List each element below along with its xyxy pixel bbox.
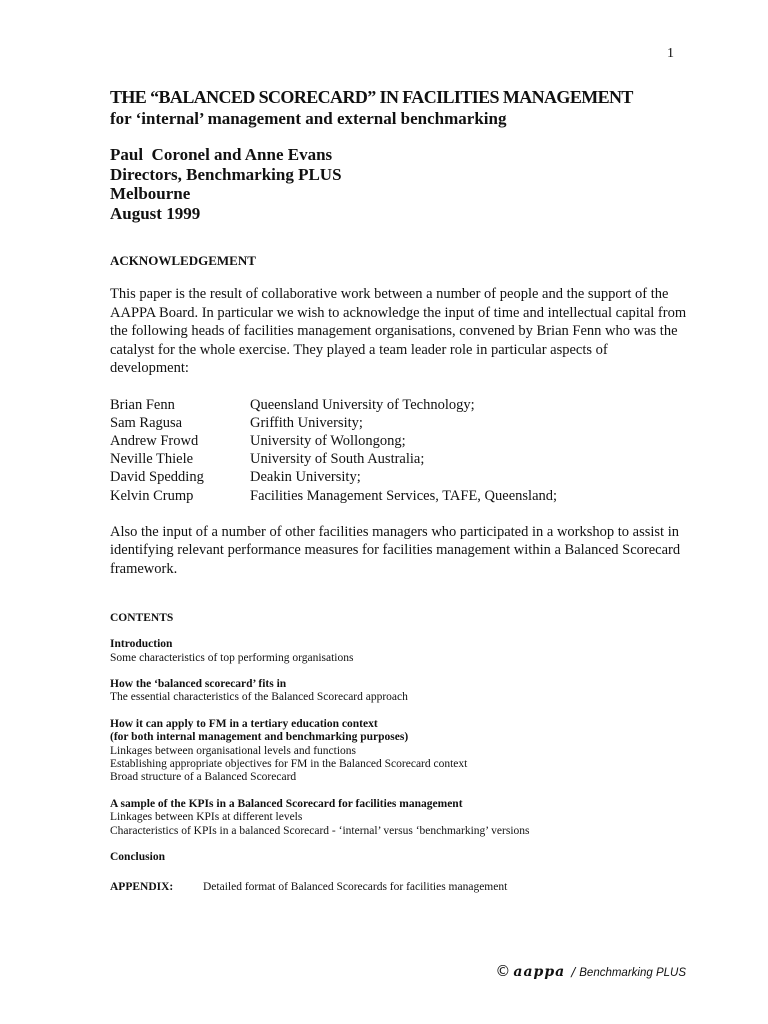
head-name: Neville Thiele [110, 451, 194, 468]
author-block [110, 145, 690, 223]
toc-appendix [110, 880, 690, 894]
footer-separator: / [571, 965, 576, 979]
heads-row [110, 468, 690, 486]
head-org: University of Wollongong; [250, 432, 406, 449]
head-org: Deakin University; [250, 469, 361, 486]
head-name: David Spedding [110, 469, 204, 486]
document-subtitle: for ‘internal’ management and external benchmarking [110, 109, 507, 128]
heads-list [110, 396, 690, 505]
head-name: Kelvin Crump [110, 487, 194, 504]
head-org: Facilities Management Services, TAFE, Queensland; [250, 487, 558, 504]
heads-row [110, 396, 690, 414]
toc-section-title: Conclusion [110, 851, 165, 864]
head-name: Brian Fenn [110, 396, 175, 413]
toc-section-title: Introduction [110, 638, 173, 651]
toc-item: Characteristics of KPIs in a balanced Scorecard - ‘internal’ versus ‘benchmarking’ versions [110, 824, 530, 837]
copyright-icon: © [495, 962, 511, 980]
toc-item: Linkages between KPIs at different levels [110, 811, 303, 824]
author-role: Directors, Benchmarking PLUS [110, 164, 342, 184]
page-footer [495, 962, 686, 980]
page-number: 1 [667, 46, 674, 61]
toc-section-subtitle: (for both internal management and benchmarking purposes) [110, 731, 409, 744]
toc-item: Linkages between organisational levels and functions [110, 744, 357, 757]
acknowledgement-heading: ACKNOWLEDGEMENT [110, 253, 256, 268]
head-name: Andrew Frowd [110, 432, 199, 449]
author-location: Melbourne [110, 184, 191, 203]
head-name: Sam Ragusa [110, 414, 183, 431]
footer-brand: aappa [513, 964, 566, 980]
toc-section-title: How the ‘balanced scorecard’ fits in [110, 678, 287, 691]
toc-section-title: A sample of the KPIs in a Balanced Scorecard for facilities management [110, 797, 463, 810]
head-org: University of South Australia; [250, 451, 425, 468]
heads-row [110, 487, 690, 505]
appendix-label: APPENDIX: [110, 880, 174, 893]
acknowledgement-intro: This paper is the result of collaborative work between a number of people and the support of the AAPPA Board. In particular we wish to acknowledge the input of time and intellectual capital from the following heads of facilities management organisations, convened by Brian Fenn who was the catalyst for the whole exercise. They played a team leader role in particular aspects of development: [110, 286, 687, 376]
acknowledgement-closing: Also the input of a number of other facilities managers who participated in a workshop to assist in identifying relevant performance measures for facilities management within a Balanced Scorecard framework. [110, 523, 681, 577]
appendix-text: Detailed format of Balanced Scorecards for facilities management [203, 880, 508, 893]
document-body [110, 86, 690, 894]
toc-section-kpi-sample [110, 798, 690, 838]
document-title: THE “BALANCED SCORECARD” IN FACILITIES MANAGEMENT [110, 87, 633, 107]
toc-section-balanced-scorecard [110, 678, 690, 705]
toc-item: Broad structure of a Balanced Scorecard [110, 771, 297, 784]
head-org: Queensland University of Technology; [250, 396, 475, 413]
heads-row [110, 432, 690, 450]
toc-section-title: How it can apply to FM in a tertiary education context [110, 717, 378, 730]
toc-item: The essential characteristics of the Balanced Scorecard approach [110, 691, 408, 704]
contents-heading: CONTENTS [110, 612, 174, 625]
toc-section-conclusion [110, 851, 690, 864]
heads-row [110, 414, 690, 432]
heads-row [110, 450, 690, 468]
toc-item: Establishing appropriate objectives for FM in the Balanced Scorecard context [110, 758, 468, 771]
head-org: Griffith University; [250, 414, 363, 431]
toc-section-fm-application [110, 718, 690, 785]
author-date: August 1999 [110, 203, 201, 223]
toc-item: Some characteristics of top performing organisations [110, 651, 354, 664]
toc-section-introduction [110, 638, 690, 665]
author-names: Paul Coronel and Anne Evans [110, 145, 333, 164]
footer-org: Benchmarking PLUS [579, 967, 686, 979]
